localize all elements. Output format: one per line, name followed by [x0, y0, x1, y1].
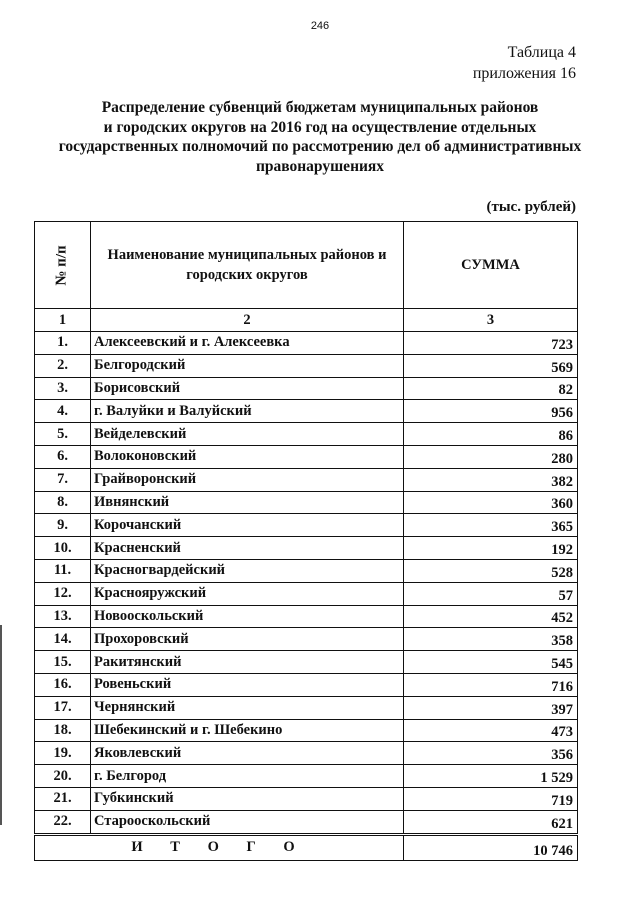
row-name: Красногвардейский — [91, 559, 404, 582]
total-sum: 10 746 — [404, 834, 578, 860]
row-name: Старооскольский — [91, 810, 404, 834]
row-name: г. Валуйки и Валуйский — [91, 400, 404, 423]
row-sum: 356 — [404, 742, 578, 765]
row-name: Корочанский — [91, 514, 404, 537]
table-row — [35, 423, 578, 446]
appendix-table-label: Таблица 4 — [507, 44, 576, 61]
row-name: Губкинский — [91, 787, 404, 810]
row-num: 22. — [35, 810, 91, 834]
header-num-label: № п/п — [54, 244, 70, 286]
table-row — [35, 696, 578, 719]
row-sum: 86 — [404, 423, 578, 446]
row-sum: 360 — [404, 491, 578, 514]
row-num: 7. — [35, 468, 91, 491]
table-row — [35, 332, 578, 355]
row-num: 4. — [35, 400, 91, 423]
row-num: 19. — [35, 742, 91, 765]
table-row — [35, 742, 578, 765]
column-index-2: 2 — [91, 309, 404, 332]
table-row — [35, 354, 578, 377]
table-row — [35, 377, 578, 400]
row-sum: 528 — [404, 559, 578, 582]
scan-edge-mark — [0, 625, 2, 825]
table-row — [35, 810, 578, 834]
row-num: 2. — [35, 354, 91, 377]
row-num: 12. — [35, 582, 91, 605]
row-num: 5. — [35, 423, 91, 446]
row-name: Шебекинский и г. Шебекино — [91, 719, 404, 742]
row-name: Прохоровский — [91, 628, 404, 651]
row-name: Грайворонский — [91, 468, 404, 491]
row-name: Белгородский — [91, 354, 404, 377]
row-sum: 358 — [404, 628, 578, 651]
row-name: Ивнянский — [91, 491, 404, 514]
table-row — [35, 582, 578, 605]
header-num — [35, 222, 91, 309]
row-name: Алексеевский и г. Алексеевка — [91, 332, 404, 355]
table-row — [35, 468, 578, 491]
row-num: 20. — [35, 765, 91, 788]
row-sum: 1 529 — [404, 765, 578, 788]
header-name: Наименование муниципальных районов и городских округов — [91, 222, 404, 309]
row-sum: 473 — [404, 719, 578, 742]
total-row — [35, 834, 578, 860]
table-row — [35, 445, 578, 468]
title-line-1: Распределение субвенций бюджетам муниципальных районов — [101, 99, 539, 116]
row-name: Красненский — [91, 537, 404, 560]
row-name: Борисовский — [91, 377, 404, 400]
row-sum: 545 — [404, 651, 578, 674]
row-sum: 192 — [404, 537, 578, 560]
table-row — [35, 673, 578, 696]
document-title — [40, 98, 600, 176]
row-sum: 57 — [404, 582, 578, 605]
column-index-1: 1 — [35, 309, 91, 332]
table-row — [35, 537, 578, 560]
row-sum: 365 — [404, 514, 578, 537]
row-num: 10. — [35, 537, 91, 560]
table-row — [35, 605, 578, 628]
subvention-table — [34, 221, 578, 861]
table-row — [35, 787, 578, 810]
row-sum: 621 — [404, 810, 578, 834]
row-num: 6. — [35, 445, 91, 468]
title-line-3: государственных полномочий по рассмотрению дел об административных — [58, 138, 582, 155]
row-num: 9. — [35, 514, 91, 537]
row-num: 15. — [35, 651, 91, 674]
row-num: 3. — [35, 377, 91, 400]
row-sum: 452 — [404, 605, 578, 628]
row-num: 18. — [35, 719, 91, 742]
row-num: 17. — [35, 696, 91, 719]
row-num: 8. — [35, 491, 91, 514]
page-number: 246 — [310, 20, 330, 32]
table-row — [35, 514, 578, 537]
table-row — [35, 765, 578, 788]
row-name: Яковлевский — [91, 742, 404, 765]
appendix-reference — [473, 42, 576, 84]
row-name: Чернянский — [91, 696, 404, 719]
row-name: Новооскольский — [91, 605, 404, 628]
row-num: 21. — [35, 787, 91, 810]
row-sum: 716 — [404, 673, 578, 696]
row-num: 11. — [35, 559, 91, 582]
table-row — [35, 719, 578, 742]
row-sum: 280 — [404, 445, 578, 468]
table-row — [35, 559, 578, 582]
row-name: Ровеньский — [91, 673, 404, 696]
row-sum: 397 — [404, 696, 578, 719]
row-name: Ракитянский — [91, 651, 404, 674]
row-sum: 723 — [404, 332, 578, 355]
row-name: Волоконовский — [91, 445, 404, 468]
column-index-3: 3 — [404, 309, 578, 332]
row-num: 14. — [35, 628, 91, 651]
column-index-row — [35, 309, 578, 332]
row-sum: 82 — [404, 377, 578, 400]
row-num: 1. — [35, 332, 91, 355]
appendix-annex-label: приложения 16 — [472, 65, 576, 82]
title-line-4: правонарушениях — [255, 157, 385, 175]
title-line-2: и городских округов на 2016 год на осуществление отдельных — [103, 118, 537, 136]
row-num: 13. — [35, 605, 91, 628]
table-row — [35, 400, 578, 423]
row-name: Краснояружский — [91, 582, 404, 605]
row-sum: 569 — [404, 354, 578, 377]
table-row — [35, 491, 578, 514]
table-row — [35, 628, 578, 651]
row-name: Вейделевский — [91, 423, 404, 446]
table-body — [35, 332, 578, 835]
total-label: И Т О Г О — [35, 834, 404, 860]
row-name: г. Белгород — [91, 765, 404, 788]
units-label: (тыс. рублей) — [486, 199, 576, 215]
row-sum: 382 — [404, 468, 578, 491]
table-header-row — [35, 222, 578, 309]
header-sum: СУММА — [404, 222, 578, 309]
row-num: 16. — [35, 673, 91, 696]
row-sum: 956 — [404, 400, 578, 423]
row-sum: 719 — [404, 787, 578, 810]
table-row — [35, 651, 578, 674]
